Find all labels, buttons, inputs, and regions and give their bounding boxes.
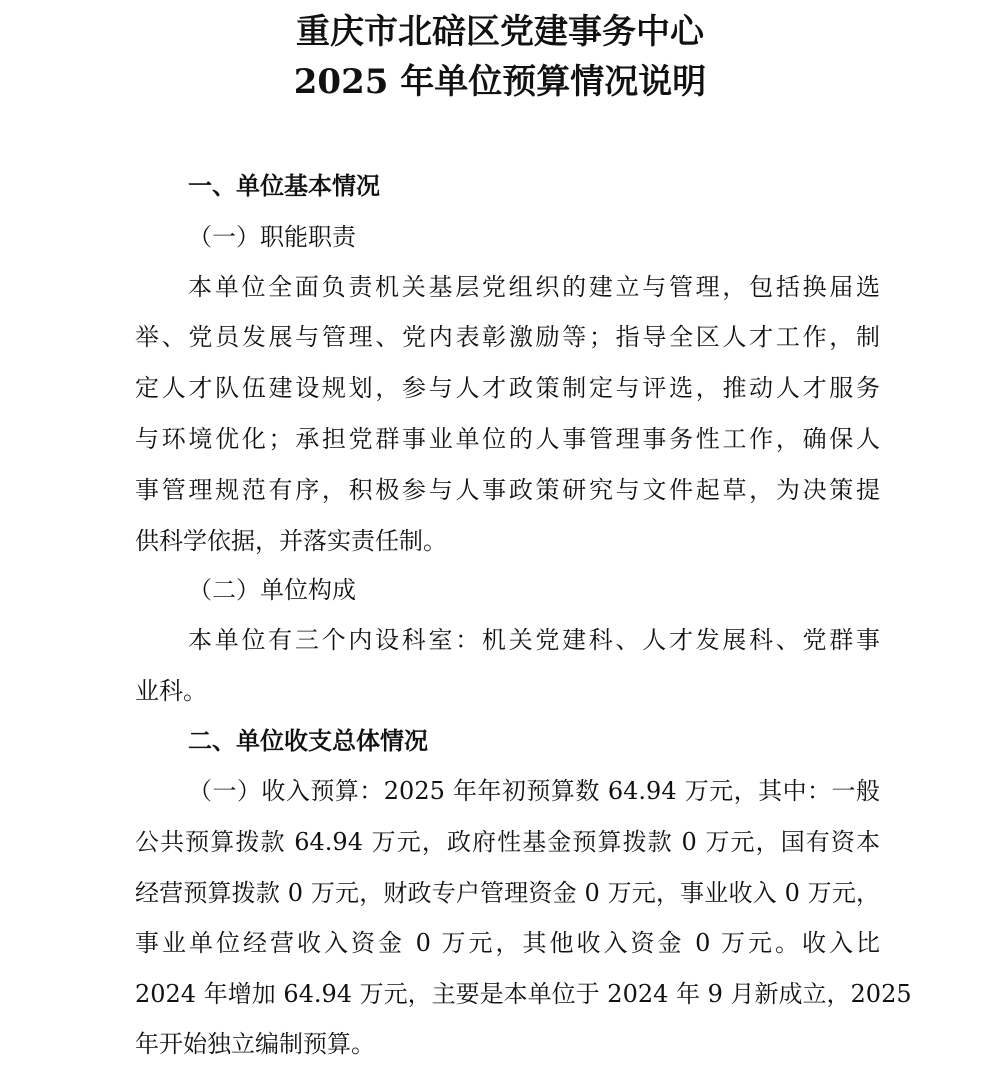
duties-paragraph-line: 本单位全面负责机关基层党组织的建立与管理，包括换届选 xyxy=(188,273,880,301)
section-1-subheading-duties: （一）职能职责 xyxy=(188,223,356,251)
duties-paragraph-line: 事管理规范有序，积极参与人事政策研究与文件起草，为决策提 xyxy=(135,476,880,504)
duties-paragraph-line: 供科学依据，并落实责任制。 xyxy=(135,527,447,555)
income-paragraph-line: 事业单位经营收入资金 0 万元，其他收入资金 0 万元。收入比 xyxy=(135,929,880,957)
duties-paragraph-line: 与环境优化；承担党群事业单位的人事管理事务性工作，确保人 xyxy=(135,425,880,453)
document-title-line-1: 重庆市北碚区党建事务中心 xyxy=(296,12,704,52)
income-paragraph-line: 年开始独立编制预算。 xyxy=(135,1030,375,1058)
section-1-heading: 一、单位基本情况 xyxy=(188,172,380,200)
income-paragraph-line: （一）收入预算：2025 年年初预算数 64.94 万元，其中：一般 xyxy=(188,777,880,805)
structure-paragraph-line: 业科。 xyxy=(135,677,207,705)
structure-paragraph-line: 本单位有三个内设科室：机关党建科、人才发展科、党群事 xyxy=(188,626,880,654)
income-paragraph-line: 经营预算拨款 0 万元，财政专户管理资金 0 万元，事业收入 0 万元， xyxy=(135,879,880,907)
section-1-subheading-structure: （二）单位构成 xyxy=(188,576,356,604)
income-paragraph-line: 2024 年增加 64.94 万元，主要是本单位于 2024 年 9 月新成立，2025 xyxy=(135,980,912,1008)
duties-paragraph-line: 定人才队伍建设规划，参与人才政策制定与评选，推动人才服务 xyxy=(135,374,880,402)
income-paragraph-line: 公共预算拨款 64.94 万元，政府性基金预算拨款 0 万元，国有资本 xyxy=(135,828,880,856)
section-2-heading: 二、单位收支总体情况 xyxy=(188,727,428,755)
duties-paragraph-line: 举、党员发展与管理、党内表彰激励等；指导全区人才工作，制 xyxy=(135,323,880,351)
document-title-line-2: 2025 年单位预算情况说明 xyxy=(293,62,707,102)
